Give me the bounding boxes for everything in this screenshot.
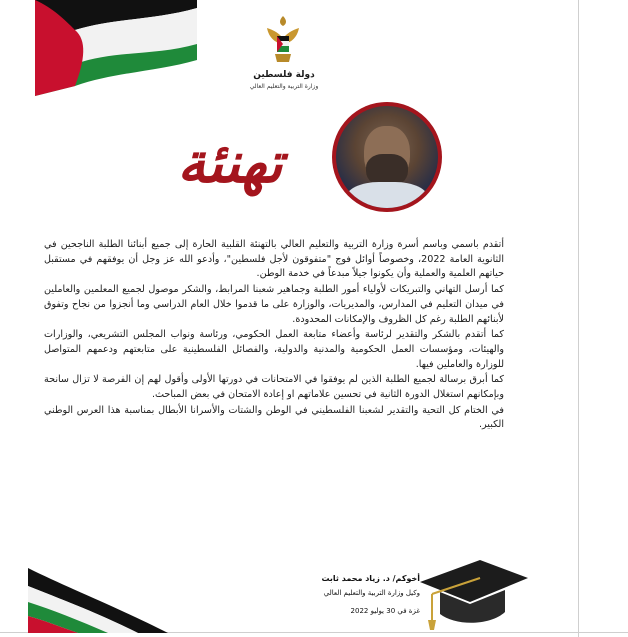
paragraph: في الختام كل التحية والتقدير لشعبنا الفلسطيني في الوطن والشتات والأسرانا الأبطال بمناسبة هذا العرس الوطني الكبير. xyxy=(44,404,504,431)
portrait-frame xyxy=(332,102,442,212)
state-name: دولة فلسطين xyxy=(253,70,315,80)
graduation-cap-icon xyxy=(410,548,530,632)
signature-date: غزة في 30 يوليو 2022 xyxy=(350,607,420,615)
eagle-emblem-icon xyxy=(263,14,303,66)
palestine-flag-graphic xyxy=(35,0,197,96)
signature-block xyxy=(220,574,420,615)
state-emblem xyxy=(258,14,308,114)
paragraph: أتقدم باسمي وباسم أسرة وزارة التربية والتعليم العالي بالتهنئة القلبية الحارة إلى جميع أبنائنا الطلبة الناجحين في الثانوية العامة 2022، وخصوصاً أوائل فوج "متفوقون لأجل فلسطين"، وأدعو الله عز وجل أن يوفقهم في مستقبل حياتهم العلمية والعملية وأن يكونوا جيلاً مبدعاً في خدمة الوطن. xyxy=(44,239,504,280)
page-frame-right-edge xyxy=(578,0,579,637)
message-body xyxy=(44,238,504,434)
headline-congratulations: تهنئة xyxy=(177,130,283,196)
signature-role: وكيل وزارة التربية والتعليم العالي xyxy=(323,589,420,597)
flag-ribbon-graphic xyxy=(28,548,168,633)
portrait-photo xyxy=(336,106,438,208)
ministry-name: وزارة التربية والتعليم العالي xyxy=(249,83,319,90)
paragraph: كما أبرق برسالة لجميع الطلبة الذين لم يوفقوا في الامتحانات في دورتها الأولى وأقول لهم إن الفرصة لا تزال سانحة وبإمكانهم استغلال الدورة الثانية في تحسين علاماتهم او إعادة الامتحان في بعض المباحث. xyxy=(44,374,504,401)
portrait-shirt xyxy=(346,182,428,208)
signature-name: أخوكم/ د. زياد محمد ثابت xyxy=(321,574,420,583)
paragraph: كما أرسل التهاني والتبريكات لأولياء أمور الطلبة وجماهير شعبنا المرابط، والشكر موصول لجميع المعلمين والعاملين في ميدان التعليم في المدارس، والمديريات، والوزارة على ما قدموا خلال العام الدراسي وما أنجزوا من نجاح وتفوق لأبنائهم الطلبة رغم كل الظروف والإمكانات المحدودة. xyxy=(44,284,504,325)
paragraph: كما أتقدم بالشكر والتقدير لرئاسة وأعضاء متابعة العمل الحكومي، ورئاسة ونواب المجلس التشريعي، والوزارات والهيئات، ومؤسسات العمل الحكومية والمدنية والدولية، والفصائل الفلسطينية على متابعتهم ودعمهم المتواصل للوزارة والعاملين فيها. xyxy=(44,329,504,370)
